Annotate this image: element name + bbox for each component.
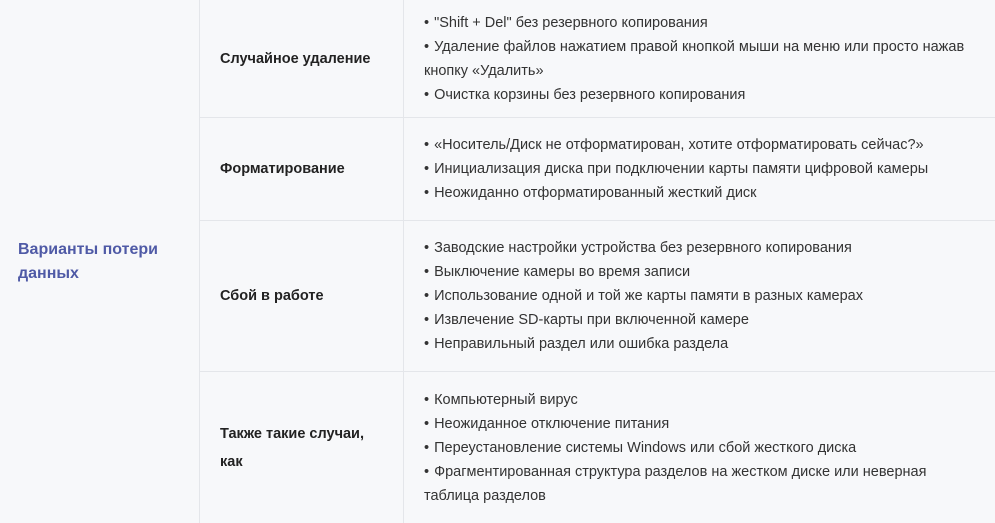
category-label: Варианты потери данных bbox=[18, 240, 158, 282]
list-item bbox=[424, 460, 975, 508]
type-cell-formatting bbox=[199, 117, 403, 220]
type-label: Форматирование bbox=[220, 161, 345, 177]
type-label: Сбой в работе bbox=[220, 288, 324, 304]
list-item bbox=[424, 157, 928, 181]
list-item-text: Заводские настройки устройства без резервного копирования bbox=[434, 240, 852, 256]
bullet-icon: • bbox=[424, 463, 430, 480]
list-item bbox=[424, 236, 863, 260]
list-item bbox=[424, 11, 975, 35]
list-item bbox=[424, 436, 975, 460]
list-item-text: Неправильный раздел или ошибка раздела bbox=[434, 336, 729, 352]
list-item-text: Извлечение SD-карты при включенной камере bbox=[434, 312, 749, 328]
bullet-icon: • bbox=[424, 415, 430, 432]
bullet-icon: • bbox=[424, 86, 430, 103]
bullet-icon: • bbox=[424, 240, 430, 256]
type-cell-malfunction bbox=[199, 220, 403, 371]
bullet-icon: • bbox=[424, 137, 430, 153]
list-item bbox=[424, 308, 863, 332]
desc-cell-accidental-deletion bbox=[403, 0, 995, 117]
list-item-text: Очистка корзины без резервного копирования bbox=[434, 86, 746, 103]
desc-cell-malfunction bbox=[403, 220, 995, 371]
desc-cell-other-cases bbox=[403, 371, 995, 523]
list-item bbox=[424, 181, 928, 205]
bullet-icon: • bbox=[424, 185, 430, 201]
list-item-text: Инициализация диска при подключении карты памяти цифровой камеры bbox=[434, 161, 929, 177]
bullet-icon: • bbox=[424, 38, 430, 55]
category-cell bbox=[0, 0, 199, 523]
desc-cell-formatting bbox=[403, 117, 995, 220]
list-item-text: Удаление файлов нажатием правой кнопкой мыши на меню или просто нажав кнопку «Удалить» bbox=[424, 38, 965, 79]
list-item bbox=[424, 260, 863, 284]
type-label: Случайное удаление bbox=[220, 50, 371, 67]
list-item-text: "Shift + Del" без резервного копирования bbox=[434, 14, 708, 31]
bullet-icon: • bbox=[424, 288, 430, 304]
bullet-list bbox=[424, 133, 928, 205]
list-item-text: Неожиданное отключение питания bbox=[434, 415, 670, 432]
type-cell-accidental-deletion bbox=[199, 0, 403, 117]
bullet-icon: • bbox=[424, 391, 430, 408]
list-item bbox=[424, 388, 975, 412]
list-item bbox=[424, 35, 975, 83]
list-item bbox=[424, 284, 863, 308]
list-item-text: Неожиданно отформатированный жесткий диск bbox=[434, 185, 757, 201]
list-item-text: Использование одной и той же карты памяти в разных камерах bbox=[434, 288, 863, 304]
list-item bbox=[424, 412, 975, 436]
list-item bbox=[424, 83, 975, 107]
list-item bbox=[424, 133, 928, 157]
list-item-text: Фрагментированная структура разделов на жестком диске или неверная таблица разделов bbox=[424, 463, 927, 504]
list-item-text: Компьютерный вирус bbox=[434, 391, 578, 408]
list-item-text: Переустановление системы Windows или сбой жесткого диска bbox=[434, 439, 857, 456]
list-item-text: Выключение камеры во время записи bbox=[434, 264, 691, 280]
bullet-icon: • bbox=[424, 264, 430, 280]
bullet-icon: • bbox=[424, 14, 430, 31]
bullet-icon: • bbox=[424, 312, 430, 328]
bullet-list bbox=[424, 388, 975, 508]
type-label: Также такие случаи, как bbox=[220, 425, 365, 470]
bullet-list bbox=[424, 11, 975, 107]
list-item bbox=[424, 332, 863, 356]
bullet-list bbox=[424, 236, 863, 356]
bullet-icon: • bbox=[424, 336, 430, 352]
list-item-text: «Носитель/Диск не отформатирован, хотите отформатировать сейчас?» bbox=[434, 137, 924, 153]
type-cell-other-cases bbox=[199, 371, 403, 523]
bullet-icon: • bbox=[424, 439, 430, 456]
bullet-icon: • bbox=[424, 161, 430, 177]
